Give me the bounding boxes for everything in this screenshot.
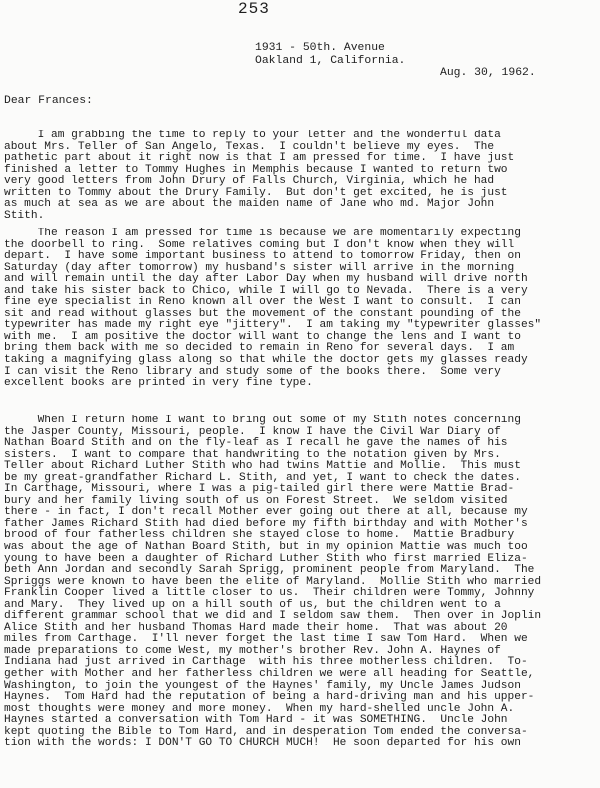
page-number: 253: [238, 0, 270, 18]
text-line: typewriter has made my right eye "jittery". I am taking my "typewriter glasses": [4, 319, 542, 332]
salutation: Dear Frances:: [4, 95, 93, 107]
text-line: sisters. I want to compare that handwriting to the notation given by Mrs.: [4, 448, 501, 461]
text-line: beth Ann Jordan and secondly Sarah Sprigg, prominent people from Maryland. The: [4, 564, 535, 577]
text-line: the Jasper County, Missouri, people. I know I have the Civil War Diary of: [4, 425, 501, 438]
text-line: When I return home I want to bring out some of my Stith notes concerning: [4, 415, 521, 426]
paragraph-2: [4, 228, 600, 390]
text-line: Nathan Board Stith and on the fly-leaf as I recall he gave the names of his: [4, 437, 508, 450]
text-line: and Mary. They lived up on a hill south of us, but the children went to a: [4, 598, 501, 611]
paragraph-3: [4, 415, 600, 750]
text-line: gether with Mother and her fatherless children we were all heading for Seattle,: [4, 668, 535, 681]
address-line-1: 1931 - 50th. Avenue: [255, 42, 385, 54]
text-line: tion with the words: I DON'T GO TO CHURCH MUCH! He soon departed for his own: [4, 737, 521, 750]
text-line: the doorbell to ring. Some relatives coming but I don't know when they will: [4, 238, 515, 251]
paragraph-1: [4, 130, 600, 222]
text-line: miles from Carthage. I'll never forget the last time I saw Tom Hard. When we: [4, 633, 528, 646]
text-line: different grammar school that we did and I seldom saw them. Then over in Joplin: [4, 610, 542, 623]
text-line: In Carthage, Missouri, where I was a pig-tailed girl there were Mattie Brad-: [4, 483, 515, 496]
text-line: Stith.: [4, 209, 45, 222]
text-line: Indiana had just arrived in Carthage with his three motherless children. To-: [4, 656, 528, 669]
text-line: Washington, to join the youngest of the Haynes' family, my Uncle James Judson: [4, 679, 521, 692]
text-line: pathetic part about it right now is that I am pressed for time. I have just: [4, 152, 515, 165]
text-line: I can visit the Reno library and study some of the books there. Some very: [4, 365, 501, 378]
text-line: I am grabbing the time to reply to your letter and the wonderful data: [4, 130, 501, 141]
text-line: about Mrs. Teller of San Angelo, Texas. I couldn't believe my eyes. The: [4, 140, 495, 153]
text-line: Alice Stith and her husband Thomas Hard made their home. That was about 20: [4, 621, 508, 634]
text-line: father James Richard Stith had died before my fifth birthday and with Mother's: [4, 517, 528, 530]
text-line: written to Tommy about the Drury Family. But don't get excited, he is just: [4, 186, 508, 199]
text-line: The reason I am pressed for time is because we are momentarily expecting: [4, 228, 521, 239]
text-line: fine eye specialist in Reno known all over the West I want to consult. I can: [4, 296, 521, 309]
text-line: with me. I am positive the doctor will want to change the lens and I want to: [4, 330, 521, 343]
text-line: depart. I have some important business to attend to tomorrow Friday, then on: [4, 250, 521, 263]
text-line: bring them back with me so decided to remain in Reno for several days. I am: [4, 342, 515, 355]
text-line: brood of four fatherless children she stayed close to home. Mattie Bradbury: [4, 529, 515, 542]
text-line: and will remain until the day after Labor Day when my husband will drive north: [4, 273, 528, 286]
letter-date: Aug. 30, 1962.: [440, 67, 536, 79]
text-line: finished a letter to Tommy Hughes in Memphis because I wanted to return two: [4, 163, 508, 176]
text-line: as much at sea as we are about the maiden name of Jane who md. Major John: [4, 198, 495, 211]
address-line-2: Oakland 1, California.: [255, 55, 406, 67]
text-line: Spriggs were known to have been the elite of Maryland. Mollie Stith who married: [4, 575, 542, 588]
text-line: Saturday (day after tomorrow) my husband's sister will arrive in the morning: [4, 261, 515, 274]
text-line: Franklin Cooper lived a little closer to us. Their children were Tommy, Johnny: [4, 587, 535, 600]
text-line: sit and read without glasses but the movement of the constant pounding of the: [4, 307, 521, 320]
text-line: was about the age of Nathan Board Stith, but in my opinion Mattie was much too: [4, 541, 528, 554]
text-line: taking a magnifying glass along so that while the doctor gets my glasses ready: [4, 354, 528, 367]
text-line: Haynes started a conversation with Tom Hard - it was SOMETHING. Uncle John: [4, 714, 508, 727]
text-line: young to have been a daughter of Richard Luther Stith who first married Eliza-: [4, 552, 528, 565]
text-line: made preparations to come West, my mother's brother Rev. John A. Haynes of: [4, 644, 501, 657]
text-line: kept quoting the Bible to Tom Hard, and in desperation Tom ended the conversa-: [4, 725, 528, 738]
text-line: most thoughts were money and more money. When my hard-shelled uncle John A.: [4, 702, 515, 715]
text-line: and take his sister back to Chico, while I will go to Nevada. There is a very: [4, 284, 528, 297]
sender-address: [255, 42, 405, 68]
text-line: there - in fact, I don't recall Mother ever going out there at all, because my: [4, 506, 528, 519]
text-line: bury and her family living south of us on Forest Street. We seldom visited: [4, 494, 508, 507]
text-line: very good letters from John Drury of Falls Church, Virginia, which he had: [4, 175, 495, 188]
text-line: excellent books are printed in very fine type.: [4, 377, 313, 390]
text-line: be my great-grandfather Richard L. Stith, and yet, I want to check the dates.: [4, 471, 521, 484]
text-line: Haynes. Tom Hard had the reputation of being a hard-driving man and his upper-: [4, 691, 535, 704]
text-line: Teller about Richard Luther Stith who had twins Mattie and Mollie. This must: [4, 460, 521, 473]
